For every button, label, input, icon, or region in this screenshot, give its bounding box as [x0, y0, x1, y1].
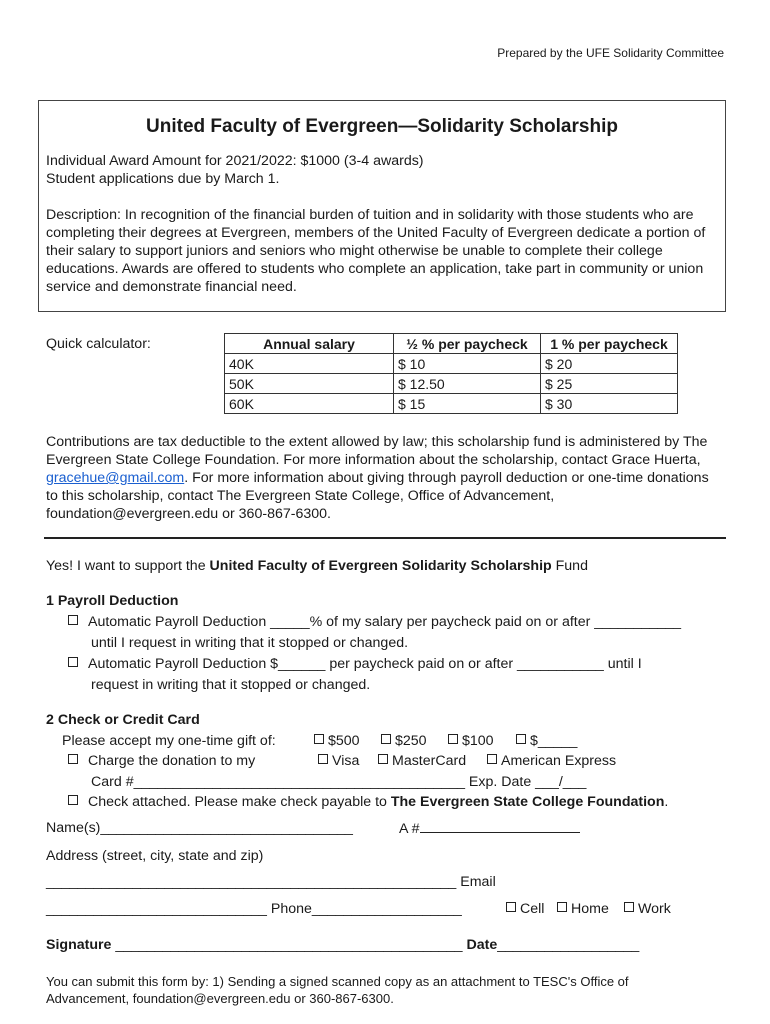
checkbox-amex[interactable] — [487, 754, 497, 764]
checkbox-home[interactable] — [557, 902, 567, 912]
footer-line-2: Advancement, foundation@evergreen.edu or 360-867-6300. — [46, 991, 394, 1006]
checkbox-cell[interactable] — [506, 902, 516, 912]
table-row — [225, 394, 678, 414]
table-cell: $ 10 — [394, 354, 541, 374]
gift-250-option[interactable] — [381, 733, 427, 749]
gift-other-label: $_____ — [530, 733, 578, 749]
pledge-suffix: Fund — [551, 558, 588, 574]
payroll-option-percent-text: Automatic Payroll Deduction _____% of my salary per paycheck paid on or after ___________ — [88, 614, 682, 630]
a-number-label: A # — [399, 821, 420, 837]
table-row — [225, 354, 678, 374]
table-cell: $ 30 — [541, 394, 678, 414]
description — [46, 206, 722, 296]
amex-label: American Express — [501, 753, 617, 769]
visa-option[interactable] — [318, 753, 359, 769]
payroll-option-dollar-text: Automatic Payroll Deduction $______ per paycheck paid on or after ___________ until I — [88, 656, 642, 672]
signature-label: Signature — [46, 937, 112, 953]
work-label: Work — [638, 901, 671, 917]
header-annual-salary: Annual salary — [225, 334, 394, 354]
mastercard-option[interactable] — [378, 753, 466, 769]
footer-note — [46, 973, 629, 1007]
contributions-text: Contributions are tax deductible to the extent allowed by law; this scholarship fund is administered by The Evergreen State College Foundation. For more information about the scholarship, contact Grace Huerta, — [46, 434, 708, 468]
contributions-text-cont: . For more information about giving through payroll deduction or one-time donations to this scholarship, contact The Evergreen State College, Office of Advancement, foundation@evergreen.edu or 360-867-6300. — [46, 470, 709, 522]
prepared-by-note: Prepared by the UFE Solidarity Committee — [497, 46, 724, 60]
check-suffix: . — [664, 794, 669, 810]
checkbox-500[interactable] — [314, 734, 324, 744]
header-one-percent: 1 % per paycheck — [541, 334, 678, 354]
page-title: United Faculty of Evergreen—Solidarity Scholarship — [146, 116, 618, 137]
table-cell: 40K — [225, 354, 394, 374]
cell-option[interactable] — [506, 901, 544, 917]
table-cell: $ 20 — [541, 354, 678, 374]
calculator-table — [224, 333, 678, 414]
award-info — [46, 152, 726, 188]
home-label: Home — [571, 901, 609, 917]
checkbox-100[interactable] — [448, 734, 458, 744]
payroll-option-dollar[interactable] — [68, 656, 642, 672]
mastercard-label: MasterCard — [392, 753, 467, 769]
calculator-header-row — [225, 334, 678, 354]
name-field[interactable]: Name(s)________________________________ — [46, 820, 353, 836]
calculator-label: Quick calculator: — [46, 336, 151, 352]
checkbox-work[interactable] — [624, 902, 634, 912]
table-row — [225, 374, 678, 394]
checkbox-250[interactable] — [381, 734, 391, 744]
signature-date-line[interactable] — [46, 937, 639, 953]
description-text: Description: In recognition of the financial burden of tuition and in solidarity with those students who are completing their degrees at Evergreen, members of the United Faculty of Evergreen dedicate a portion of their salary to support juniors and seniors who might otherwise be unable to complete their college educations. Awards are offered to students who complete an application, take part in community or union service and demonstrate financial need. — [46, 207, 706, 295]
gift-100-option[interactable] — [448, 733, 494, 749]
card-number-field[interactable]: Card #__________________________________________ Exp. Date ___/___ — [91, 774, 587, 790]
table-cell: $ 15 — [394, 394, 541, 414]
check-label: Check attached. Please make check payable to — [88, 794, 391, 810]
phone-field[interactable]: ____________________________ Phone___________________ — [46, 901, 462, 917]
gift-other-option[interactable] — [516, 733, 577, 749]
cell-label: Cell — [520, 901, 545, 917]
pledge-fund-name: United Faculty of Evergreen Solidarity Scholarship — [209, 558, 552, 574]
section-divider — [44, 537, 726, 539]
date-blank[interactable]: __________________ — [497, 937, 640, 953]
payroll-option-dollar-cont: request in writing that it stopped or changed. — [91, 677, 371, 693]
footer-line-1: You can submit this form by: 1) Sending a signed scanned copy as an attachment to TESC's Office of — [46, 974, 629, 989]
address-email-field[interactable]: ____________________________________________________ Email — [46, 874, 496, 890]
charge-label: Charge the donation to my — [88, 753, 256, 769]
check-payee: The Evergreen State College Foundation — [390, 794, 665, 810]
a-number-field[interactable] — [399, 820, 580, 837]
home-option[interactable] — [557, 901, 609, 917]
payroll-option-percent-cont: until I request in writing that it stopped or changed. — [91, 635, 409, 651]
checkbox-payroll-percent[interactable] — [68, 615, 78, 625]
charge-option[interactable] — [68, 753, 255, 769]
checkbox-payroll-dollar[interactable] — [68, 657, 78, 667]
contributions-paragraph — [46, 433, 722, 523]
header-half-percent: ½ % per paycheck — [394, 334, 541, 354]
gift-250-label: $250 — [395, 733, 427, 749]
address-label: Address (street, city, state and zip) — [46, 848, 264, 864]
due-date: Student applications due by March 1. — [46, 171, 280, 187]
gift-500-option[interactable] — [314, 733, 360, 749]
gift-label: Please accept my one-time gift of: — [62, 733, 276, 749]
a-number-blank[interactable] — [420, 820, 580, 833]
table-cell: 60K — [225, 394, 394, 414]
pledge-prefix: Yes! I want to support the — [46, 558, 210, 574]
card-heading: 2 Check or Credit Card — [46, 712, 200, 728]
gift-100-label: $100 — [462, 733, 494, 749]
visa-label: Visa — [332, 753, 360, 769]
award-amount: Individual Award Amount for 2021/2022: $1000 (3-4 awards) — [46, 153, 424, 169]
checkbox-charge[interactable] — [68, 754, 78, 764]
contact-email-link[interactable]: gracehue@gmail.com — [46, 470, 185, 486]
check-option[interactable] — [68, 794, 668, 810]
table-cell: 50K — [225, 374, 394, 394]
checkbox-mastercard[interactable] — [378, 754, 388, 764]
work-option[interactable] — [624, 901, 671, 917]
signature-blank[interactable]: ____________________________________________ — [111, 937, 467, 953]
checkbox-other[interactable] — [516, 734, 526, 744]
table-cell: $ 25 — [541, 374, 678, 394]
payroll-option-percent[interactable] — [68, 614, 681, 630]
payroll-heading: 1 Payroll Deduction — [46, 593, 179, 609]
table-cell: $ 12.50 — [394, 374, 541, 394]
checkbox-check[interactable] — [68, 795, 78, 805]
checkbox-visa[interactable] — [318, 754, 328, 764]
pledge-line — [46, 558, 588, 574]
gift-500-label: $500 — [328, 733, 360, 749]
amex-option[interactable] — [487, 753, 616, 769]
date-label: Date — [466, 937, 498, 953]
